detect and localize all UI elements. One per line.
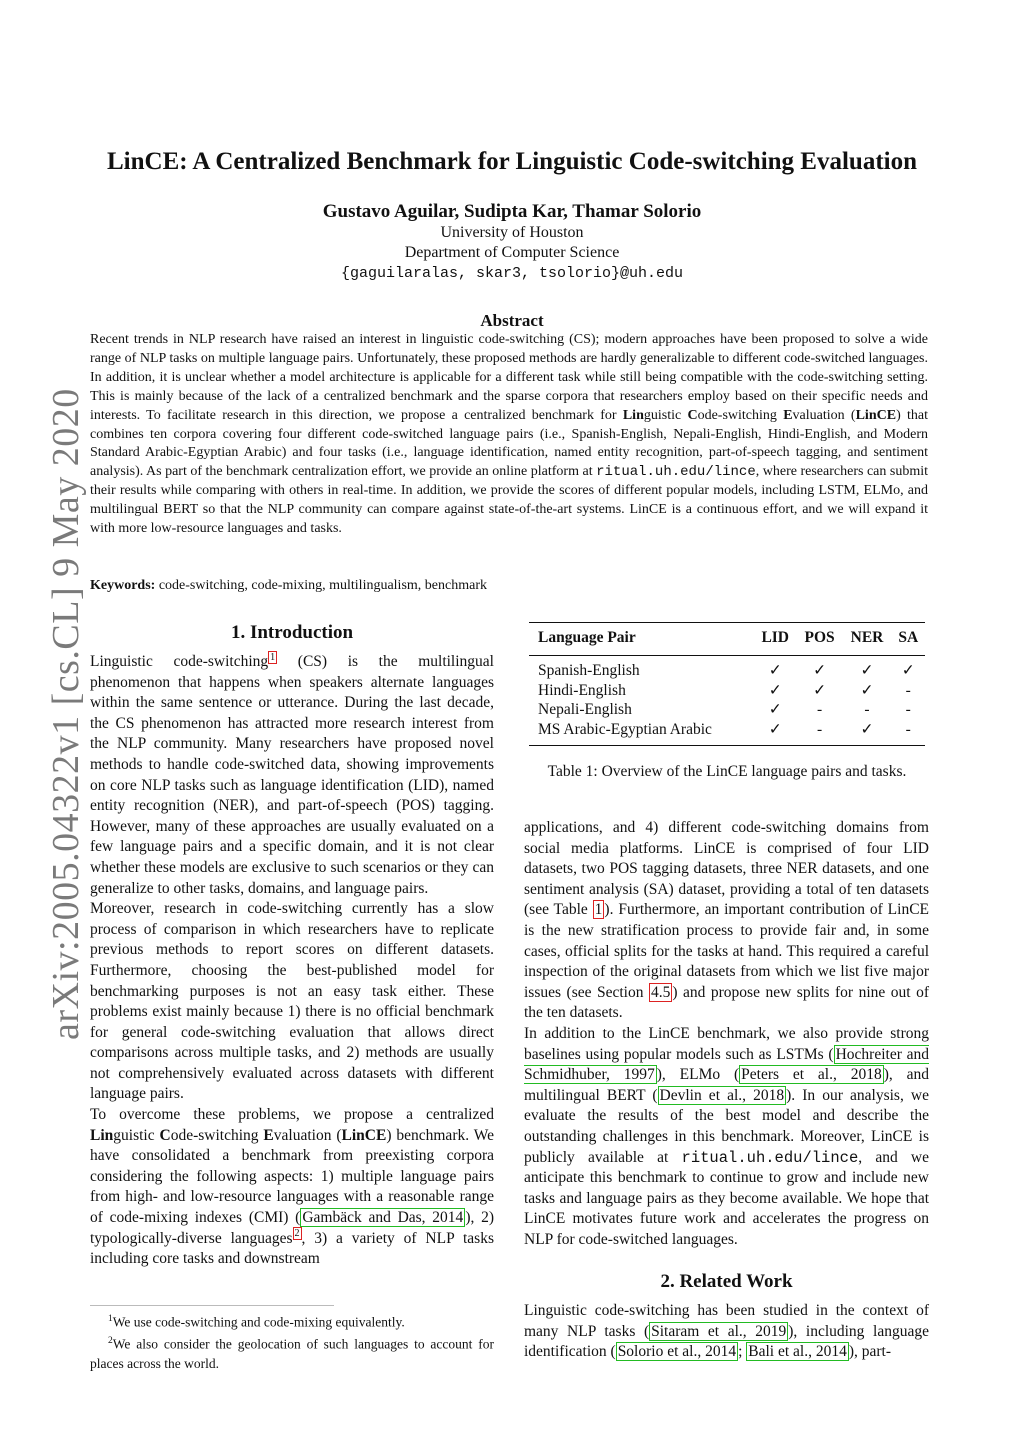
table-header: SA: [892, 623, 926, 656]
table-1-reference[interactable]: 1: [594, 901, 603, 919]
table-header: NER: [843, 623, 892, 656]
table-cell: ✓: [813, 681, 827, 699]
intro-paragraph-2: Moreover, research in code-switching currently has a slow process of comparison in which researchers have to replicate previous methods to report scores on different datasets. Furthermore, choosing the best-published model for benchmarking purposes is not an easy task either. These problems exist mainly because 1) there is no official benchmark for general code-switching evaluation that allows direct comparisons across multiple tasks, and 2) methods are usually not comprehensively evaluated across datasets with different language pairs.: [90, 900, 494, 1103]
table-cell: -: [905, 720, 911, 738]
citation-hochreiter[interactable]: Hochreiter and Schmidhuber, 1997: [524, 1045, 929, 1084]
footnote-2-link[interactable]: 2: [294, 1228, 300, 1240]
platform-url-2[interactable]: ritual.uh.edu/lince: [681, 1148, 859, 1167]
table-cell: Nepali-English: [538, 701, 632, 719]
keywords: [90, 578, 928, 594]
table-cell: ✓: [860, 662, 874, 679]
citation-bali[interactable]: Bali et al., 2014: [748, 1343, 847, 1361]
right-column-body: [524, 818, 929, 1250]
citation-solorio[interactable]: Solorio et al., 2014: [617, 1343, 737, 1361]
table-cell: -: [816, 720, 823, 738]
table-cell: ✓: [768, 662, 782, 679]
table-cell: ✓: [901, 662, 915, 679]
authors: Gustavo Aguilar, Sudipta Kar, Thamar Solorio: [322, 201, 702, 222]
citation-devlin[interactable]: Devlin et al., 2018: [659, 1086, 785, 1104]
related-work-body: [524, 1301, 929, 1363]
introduction-heading: 1. Introduction: [230, 622, 354, 643]
table-cell: -: [864, 701, 870, 719]
table-cell: -: [816, 701, 823, 719]
table-cell: -: [905, 701, 911, 719]
citation-sitaram[interactable]: Sitaram et al., 2019: [651, 1322, 787, 1340]
intro-paragraph-1: Linguistic code-switching $^1$ (CS) is the multilingual phenomenon that happens when speakers alternate languages within the same sentence or utterance. During the last decade, the CS phenomenon has attracted more research interest from the NLP community. Many researchers have proposed novel methods to handle code-switched data, showing improvements on core NLP tasks such as language identification (LID), named entity recognition (NER), and part-of-speech (POS) tagging. However, many of these approaches are usually evaluated on a few language pairs and a specific domain, and it is not clear whether these models are exclusive to such scenarios or they can generalize to other tasks, domains, and language pairs.: [90, 651, 494, 897]
abstract-body: Recent trends in NLP research have raised an interest in linguistic code-switching (CS); modern approaches have been proposed to solve a wide range of NLP tasks on multiple language pairs. Unfortunately, these proposed methods are hardly generalizable to different code-switched languages. In addition, it is unclear whether a model architecture is applicable for a different task while still being compatible with the code-switching setting. This is mainly because of the lack of a centralized benchmark and the sparse corpora that researchers employ based on their specific needs and interests. To facilitate research in this direction, we propose a centralized benchmark for Linguistic Code-switching Evaluation (LinCE) that combines ten corpora covering four different code-switched language pairs (i.e., Spanish-English, Nepali-English, Hindi-English, and Modern Standard Arabic-Egyptian Arabic) and four tasks (i.e., language identification, named entity recognition, part-of-speech tagging, and sentiment analysis). As part of the benchmark centralization effort, we provide an online platform at ritual.uh.edu/lince, where researchers can submit their results while comparing with others in real-time. In addition, we provide the scores of different popular models, including LSTM, ELMo, and multilingual BERT so that the NLP community can compare against state-of-the-art systems. LinCE is a continuous effort, and we will expand it with more low-resource languages and tasks.: [90, 332, 929, 537]
table-cell: ✓: [860, 720, 874, 738]
table-row: [529, 700, 925, 720]
citation-peters[interactable]: Peters et al., 2018: [741, 1066, 882, 1084]
related-paragraph: Linguistic code-switching has been studied in the context of many NLP tasks ( Sitaram et al., 2019 ), including language identification ( Solorio et al., 2014 ; Bali et al., 2014 ), part-: [524, 1302, 929, 1361]
table-header: POS: [797, 623, 843, 656]
abstract-heading: Abstract: [480, 311, 544, 330]
footnote-1: $^1$We use code-switching and code-mixing equivalently.: [108, 1314, 405, 1330]
table-cell: MS Arabic-Egyptian Arabic: [538, 720, 712, 738]
language-pairs-table: [529, 622, 925, 746]
table-header: LID: [754, 623, 797, 656]
intro-paragraph-3: To overcome these problems, we propose a centralized Linguistic Code-switching Evaluation (LinCE) benchmark. We have consolidated a benchmark from preexisting corpora considering the following aspects: 1) multiple language pairs from high- and low-resource languages with a reasonable range of code-mixing indexes (CMI) ( Gambäck and Das, 2014 ), 2) typologically-diverse languages $^2$ , 3) a variety of NLP tasks including core tasks and downstream: [90, 1106, 495, 1268]
related-work-heading: 2. Related Work: [660, 1271, 793, 1292]
table-row: [529, 681, 925, 701]
table-cell: ✓: [768, 701, 782, 719]
citation-gamback-das[interactable]: Gambäck and Das, 2014: [302, 1209, 464, 1227]
footnote-1-link[interactable]: 1: [270, 651, 276, 663]
table-cell: -: [905, 681, 911, 699]
right-paragraph-1: applications, and 4) different code-switching domains from social media platforms. LinCE is comprised of four LID datasets, two POS tagging datasets, three NER datasets, and one sentiment analysis (SA) dataset, providing a total of ten datasets (see Table 1 ). Furthermore, an important contribution of LinCE is the new stratification process to provide fair and, in some cases, official splits for the tasks at hand. This required a careful inspection of the original datasets from which we list five major issues (see Section 4.5 ) and propose new splits for nine out of the ten datasets.: [524, 819, 930, 1022]
table-cell: ✓: [813, 662, 827, 679]
table-cell: ✓: [860, 681, 874, 699]
table-caption: Table 1: Overview of the LinCE language pairs and tasks.: [547, 763, 907, 780]
affiliation-department: Department of Computer Science: [404, 244, 620, 261]
arxiv-identifier: arXiv:2005.04322v1 [cs.CL] 9 May 2020: [45, 388, 87, 1040]
footnote-divider: [90, 1305, 334, 1306]
table-header-row: [529, 623, 925, 656]
introduction-body: [90, 652, 494, 1270]
section-4-5-reference[interactable]: 4.5: [650, 983, 671, 1001]
footnote-2: $^2$We also consider the geolocation of such languages to account for places across the world.: [90, 1336, 494, 1371]
table-cell: Hindi-English: [538, 681, 626, 699]
keywords-text: code-switching, code-mixing, multilingualism, benchmark: [155, 578, 487, 593]
table-row: [529, 720, 925, 746]
table-cell: Spanish-English: [538, 662, 640, 679]
right-paragraph-2: In addition to the LinCE benchmark, we also provide strong baselines using popular models such as LSTMs ( Hochreiter and Schmidhuber, 1997 ), ELMo ( Peters et al., 2018 ), and multilingual BERT ( Devlin et al., 2018 ). In our analysis, we evaluate the results of the best model and describe the outstanding challenges in this benchmark. Moreover, LinCE is publicly available at ritual.uh.edu/lince, and we anticipate this benchmark to continue to grow and include new tasks and language pairs as they become available. We hope that LinCE motivates future work and accelerates the progress on NLP for code-switched languages.: [524, 1024, 929, 1248]
paper-title: LinCE: A Centralized Benchmark for Linguistic Code-switching Evaluation: [106, 148, 917, 175]
table-header: Language Pair: [529, 623, 754, 656]
table-cell: ✓: [768, 681, 782, 699]
platform-url[interactable]: ritual.uh.edu/lince: [596, 464, 756, 481]
keywords-label: Keywords:: [90, 578, 156, 593]
table-row: [529, 656, 925, 681]
affiliation-university: University of Houston: [440, 224, 584, 241]
footnotes: [90, 1310, 494, 1374]
author-emails: {gaguilaralas, skar3, tsolorio}@uh.edu: [340, 265, 684, 282]
table-cell: ✓: [768, 720, 782, 738]
